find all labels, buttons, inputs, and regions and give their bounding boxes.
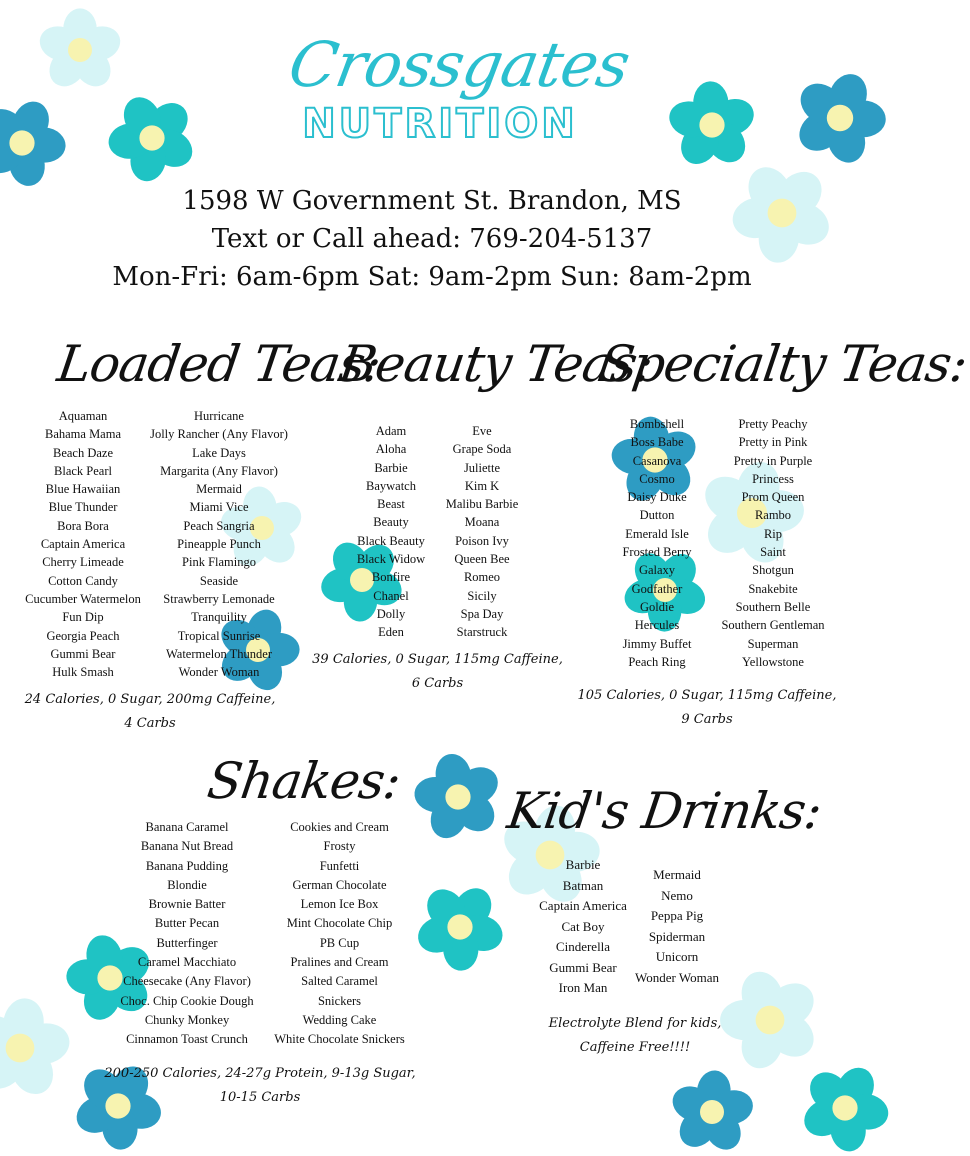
beauty-nutrition-line1: 39 Calories, 0 Sugar, 115mg Caffeine, (312, 652, 563, 667)
menu-item: Romeo (463, 570, 501, 585)
menu-item: Queen Bee (454, 552, 510, 567)
menu-item: Blue Thunder (48, 500, 118, 515)
menu-item: Cotton Candy (48, 573, 118, 588)
flower-icon (792, 70, 888, 166)
menu-item: Miami Vice (189, 500, 249, 515)
menu-item: Banana Pudding (145, 858, 229, 873)
menu-item: Margarita (Any Flavor) (160, 463, 278, 478)
loaded-nutrition-line1: 24 Calories, 0 Sugar, 200mg Caffeine, (24, 692, 276, 707)
shakes-nutrition (80, 1062, 440, 1110)
menu-item: Poison Ivy (455, 533, 509, 548)
menu-item: Rambo (754, 508, 792, 523)
kids-drinks-col2 (622, 865, 732, 988)
menu-item: Cosmo (639, 471, 675, 486)
menu-item: Nemo (661, 887, 693, 903)
menu-item: Juliette (463, 460, 501, 475)
menu-item: Pretty Peachy (738, 417, 808, 431)
phone-line: Text or Call ahead: 769-204-5137 (211, 224, 653, 254)
flower-icon (412, 751, 504, 843)
menu-item: Starstruck (456, 625, 508, 640)
shakes-nutrition-line1: 200-250 Calories, 24-27g Protein, 9-13g Sugar, (104, 1066, 416, 1081)
menu-item: Wedding Cake (302, 1012, 377, 1027)
menu-item: Jimmy Buffet (622, 636, 692, 651)
menu-item: Peach Ring (628, 654, 686, 669)
menu-item: Beauty (373, 515, 409, 530)
menu-item: Lake Days (192, 445, 246, 460)
menu-item: Bombshell (629, 417, 685, 431)
menu-item: Southern Gentleman (721, 618, 825, 633)
menu-item: Mermaid (653, 867, 701, 882)
specialty-teas-title: Specialty Teas: (595, 335, 970, 393)
menu-item: Malibu Barbie (445, 497, 519, 512)
menu-item: Hercules (634, 618, 680, 633)
logo-nutrition-text: NUTRITION (302, 101, 578, 147)
menu-item: Seaside (199, 573, 239, 588)
menu-item: Iron Man (558, 980, 608, 995)
menu-item: Lemon Ice Box (300, 897, 379, 912)
loaded-nutrition-line2: 4 Carbs (124, 716, 176, 731)
menu-item: Peppa Pig (650, 908, 704, 923)
flower-icon (666, 79, 758, 171)
menu-item: Captain America (539, 898, 627, 913)
menu-item: Tranquility (191, 610, 247, 625)
menu-item: Black Pearl (54, 463, 112, 478)
menu-item: Caramel Macchiato (137, 955, 237, 970)
loaded-teas-nutrition (0, 688, 300, 736)
menu-item: Bora Bora (57, 518, 109, 533)
menu-item: Funfetti (319, 858, 360, 873)
menu-item: Bonfire (371, 570, 411, 585)
menu-item: Pretty in Pink (738, 435, 808, 450)
beauty-teas-col1 (345, 422, 437, 642)
logo-script-text: Crossgates (283, 28, 635, 101)
menu-item: Snickers (317, 993, 362, 1008)
shakes-col2 (262, 818, 417, 1050)
menu-item: Snakebite (748, 581, 798, 596)
menu-item: Jolly Rancher (Any Flavor) (150, 427, 288, 442)
menu-item: Grape Soda (452, 442, 512, 457)
menu-item: Superman (747, 636, 799, 651)
menu-item: Beast (377, 497, 405, 512)
menu-item: Gummi Bear (50, 646, 116, 661)
menu-item: Pralines and Cream (290, 955, 389, 970)
menu-item: PB Cup (319, 935, 360, 950)
menu-item: Batman (562, 877, 604, 893)
menu-item: Cat Boy (561, 918, 605, 934)
menu-item: Eden (378, 625, 404, 640)
menu-item: Beach Daze (52, 445, 114, 460)
menu-item: Goldie (639, 599, 675, 614)
menu-item: Sicily (467, 588, 497, 603)
flower-icon (414, 881, 506, 973)
menu-item: Boss Babe (630, 435, 684, 450)
menu-item: Princess (752, 471, 794, 486)
shakes-nutrition-line2: 10-15 Carbs (219, 1090, 301, 1105)
menu-item: Aquaman (58, 409, 108, 423)
hours-line: Mon-Fri: 6am-6pm Sat: 9am-2pm Sun: 8am-2pm (112, 262, 752, 292)
kids-note-line2: Caffeine Free!!!! (579, 1040, 691, 1055)
menu-item: Spiderman (648, 928, 706, 944)
menu-item: Mermaid (196, 482, 242, 497)
shakes-title: Shakes: (203, 752, 404, 810)
beauty-teas-title: Beauty Teas: (335, 335, 657, 393)
menu-item: Unicorn (655, 949, 699, 964)
kids-drinks-note (510, 1012, 760, 1060)
menu-item: Frosty (323, 839, 356, 854)
menu-item: Rip (763, 526, 783, 541)
menu-item: Blondie (167, 877, 207, 892)
menu-item: Galaxy (638, 563, 676, 578)
menu-item: Pretty in Purple (733, 453, 813, 468)
menu-item: Banana Caramel (145, 820, 229, 834)
menu-item: Emerald Isle (625, 526, 689, 541)
menu-item: Black Beauty (357, 533, 425, 548)
specialty-nutrition-line2: 9 Carbs (681, 712, 733, 727)
menu-item: Georgia Peach (46, 628, 120, 643)
loaded-teas-col1 (18, 407, 148, 681)
menu-item: Choc. Chip Cookie Dough (120, 993, 254, 1008)
menu-item: Salted Caramel (301, 974, 378, 989)
menu-item: Dutton (639, 508, 675, 523)
menu-item: Spa Day (460, 606, 504, 621)
specialty-nutrition-line1: 105 Calories, 0 Sugar, 115mg Caffeine, (577, 688, 837, 703)
menu-item: Wonder Woman (178, 665, 260, 680)
menu-item: Barbie (565, 857, 601, 872)
menu-item: Godfather (631, 581, 683, 596)
menu-item: Cheesecake (Any Flavor) (123, 974, 251, 989)
menu-item: Blue Hawaiian (45, 482, 121, 497)
menu-item: Moana (464, 515, 500, 530)
menu-item: Butter Pecan (154, 916, 220, 931)
menu-item: Watermelon Thunder (165, 646, 273, 661)
menu-item: Hulk Smash (52, 665, 114, 680)
address-line: 1598 W Government St. Brandon, MS (182, 186, 682, 216)
menu-item: Adam (375, 424, 407, 438)
loaded-teas-title: Loaded Teas: (53, 335, 385, 393)
menu-item: Gummi Bear (549, 959, 617, 975)
menu-item: Barbie (374, 460, 408, 475)
menu-item: Cinderella (555, 939, 611, 954)
menu-item: Prom Queen (741, 490, 805, 505)
menu-item: Daisy Duke (627, 490, 687, 505)
menu-item: Captain America (40, 537, 126, 552)
menu-item: Baywatch (366, 478, 416, 493)
menu-item: Brownie Batter (148, 897, 226, 912)
menu-item: Cherry Limeade (42, 555, 124, 570)
kids-note-line1: Electrolyte Blend for kids, (548, 1016, 722, 1031)
flower-icon (799, 1062, 891, 1154)
menu-item: Mint Chocolate Chip (286, 916, 393, 931)
menu-item: Chunky Monkey (144, 1012, 230, 1027)
menu-item: Pineapple Punch (177, 537, 261, 552)
brand-logo (283, 28, 635, 180)
flower-icon (0, 996, 72, 1100)
menu-item: Southern Belle (735, 599, 811, 614)
menu-item: Bahama Mama (44, 427, 121, 442)
menu-item: Tropical Sunrise (177, 628, 261, 643)
menu-item: Wonder Woman (635, 969, 719, 985)
menu-item: Cookies and Cream (290, 820, 389, 834)
flower-icon (106, 92, 198, 184)
menu-item: Shotgun (752, 563, 794, 578)
menu-item: Eve (472, 424, 492, 438)
menu-item: Fun Dip (62, 610, 104, 625)
menu-item: Banana Nut Bread (140, 839, 234, 854)
menu-item: Cinnamon Toast Crunch (126, 1032, 248, 1047)
flower-icon (0, 97, 68, 189)
specialty-teas-col1 (612, 415, 702, 671)
menu-item: Aloha (375, 442, 407, 457)
menu-item: Chanel (373, 588, 409, 603)
menu-item: Frosted Berry (622, 545, 692, 560)
menu-item: Hurricane (194, 409, 244, 423)
beauty-teas-col2 (437, 422, 527, 642)
specialty-teas-col2 (712, 415, 834, 671)
beauty-nutrition-line2: 6 Carbs (411, 676, 464, 691)
menu-item: Black Widow (356, 552, 426, 567)
menu-item: Peach Sangria (183, 518, 255, 533)
specialty-teas-nutrition (575, 684, 839, 732)
loaded-teas-col2 (148, 407, 290, 681)
menu-item: Butterfinger (156, 935, 218, 950)
menu-item: Yellowstone (742, 654, 804, 669)
menu-item: Casanova (632, 453, 682, 468)
beauty-teas-nutrition (300, 648, 575, 696)
flower-icon (36, 6, 124, 94)
menu-item: Saint (760, 545, 786, 560)
menu-item: White Chocolate Snickers (274, 1032, 405, 1047)
kids-drinks-title: Kid's Drinks: (503, 782, 825, 840)
flower-icon (668, 1068, 756, 1156)
menu-item: Cucumber Watermelon (25, 591, 141, 606)
menu-item: Pink Flamingo (182, 555, 256, 570)
menu-item: Dolly (376, 606, 406, 621)
menu-item: German Chocolate (292, 877, 387, 892)
shakes-col1 (112, 818, 262, 1050)
menu-item: Strawberry Lemonade (163, 591, 275, 606)
menu-item: Kim K (464, 478, 500, 493)
